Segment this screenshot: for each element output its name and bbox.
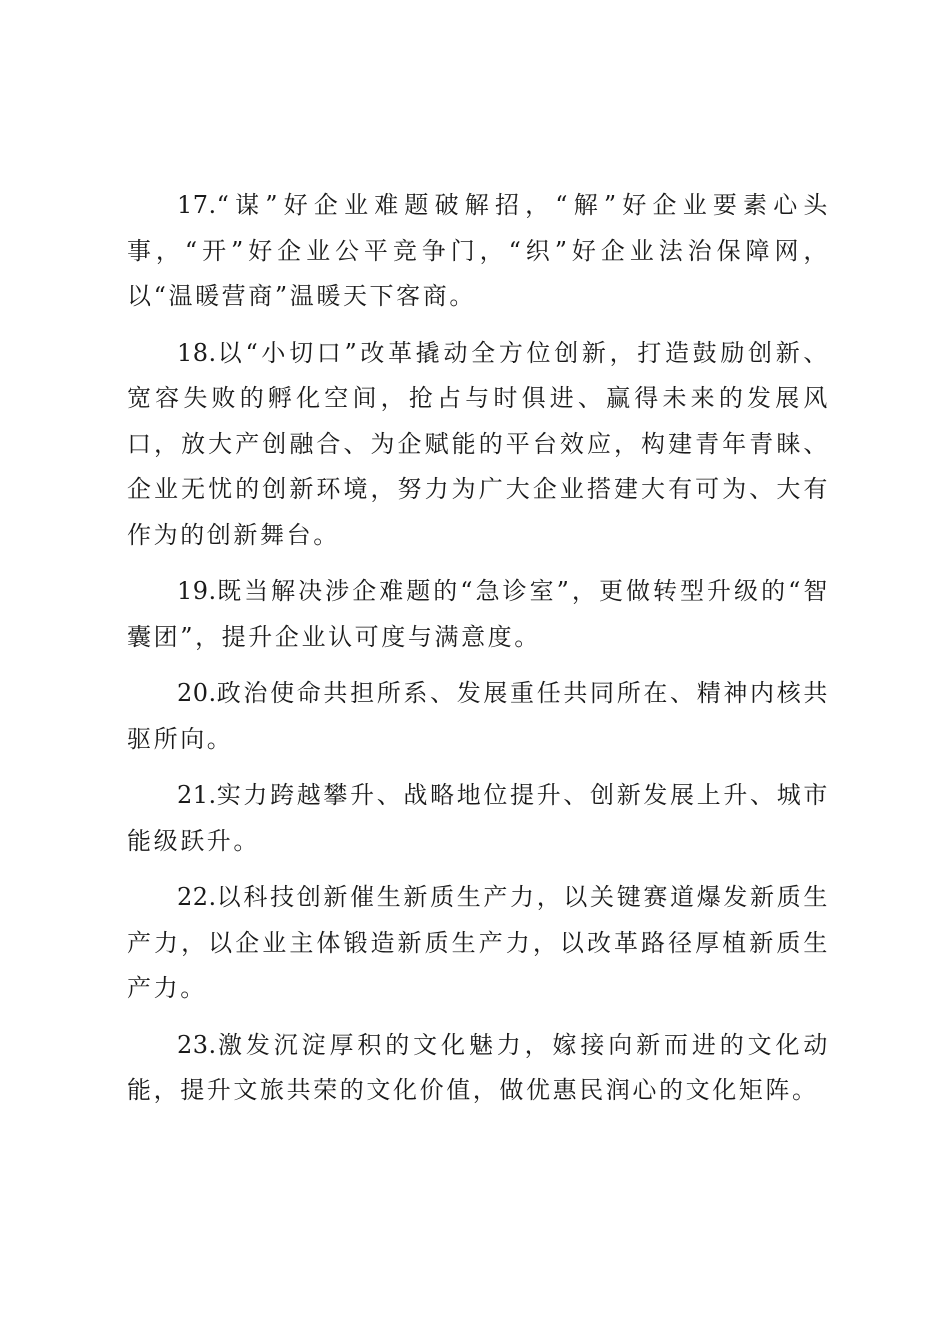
paragraph-number: 18. bbox=[177, 338, 217, 367]
paragraph-19 bbox=[127, 569, 830, 660]
paragraph-20 bbox=[127, 671, 830, 762]
paragraph-number: 22. bbox=[177, 883, 217, 911]
document-body bbox=[127, 183, 830, 1125]
paragraph-23 bbox=[127, 1023, 830, 1114]
paragraph-number: 19. bbox=[177, 577, 217, 605]
paragraph-text: 政治使命共担所系、发展重任共同所在、精神内核共驱所向。 bbox=[127, 679, 830, 753]
paragraph-number: 21. bbox=[177, 781, 217, 809]
paragraph-number: 20. bbox=[177, 679, 217, 707]
paragraph-21 bbox=[127, 773, 830, 864]
paragraph-17 bbox=[127, 183, 830, 320]
paragraph-text: 以科技创新催生新质生产力，以关键赛道爆发新质生产力，以企业主体锻造新质生产力，以改革路径厚植新质生产力。 bbox=[127, 883, 830, 1002]
paragraph-text: 以“小切口”改革撬动全方位创新，打造鼓励创新、宽容失败的孵化空间，抢占与时俱进、赢得未来的发展风口，放大产创融合、为企赋能的平台效应，构建青年青睐、企业无忧的创新环境，努力为广大企业搭建大有可为、大有作为的创新舞台。 bbox=[127, 338, 830, 549]
paragraph-text: “谋”好企业难题破解招，“解”好企业要素心头事，“开”好企业公平竞争门，“织”好企业法治保障网，以“温暖营商”温暖天下客商。 bbox=[127, 191, 830, 310]
paragraph-text: 既当解决涉企难题的“急诊室”，更做转型升级的“智囊团”，提升企业认可度与满意度。 bbox=[127, 577, 830, 651]
paragraph-text: 激发沉淀厚积的文化魅力，嫁接向新而进的文化动能，提升文旅共荣的文化价值，做优惠民润心的文化矩阵。 bbox=[127, 1030, 830, 1104]
paragraph-number: 23. bbox=[177, 1030, 217, 1059]
paragraph-22 bbox=[127, 875, 830, 1012]
paragraph-number: 17. bbox=[177, 191, 217, 219]
paragraph-18 bbox=[127, 331, 830, 559]
paragraph-text: 实力跨越攀升、战略地位提升、创新发展上升、城市能级跃升。 bbox=[127, 781, 830, 855]
